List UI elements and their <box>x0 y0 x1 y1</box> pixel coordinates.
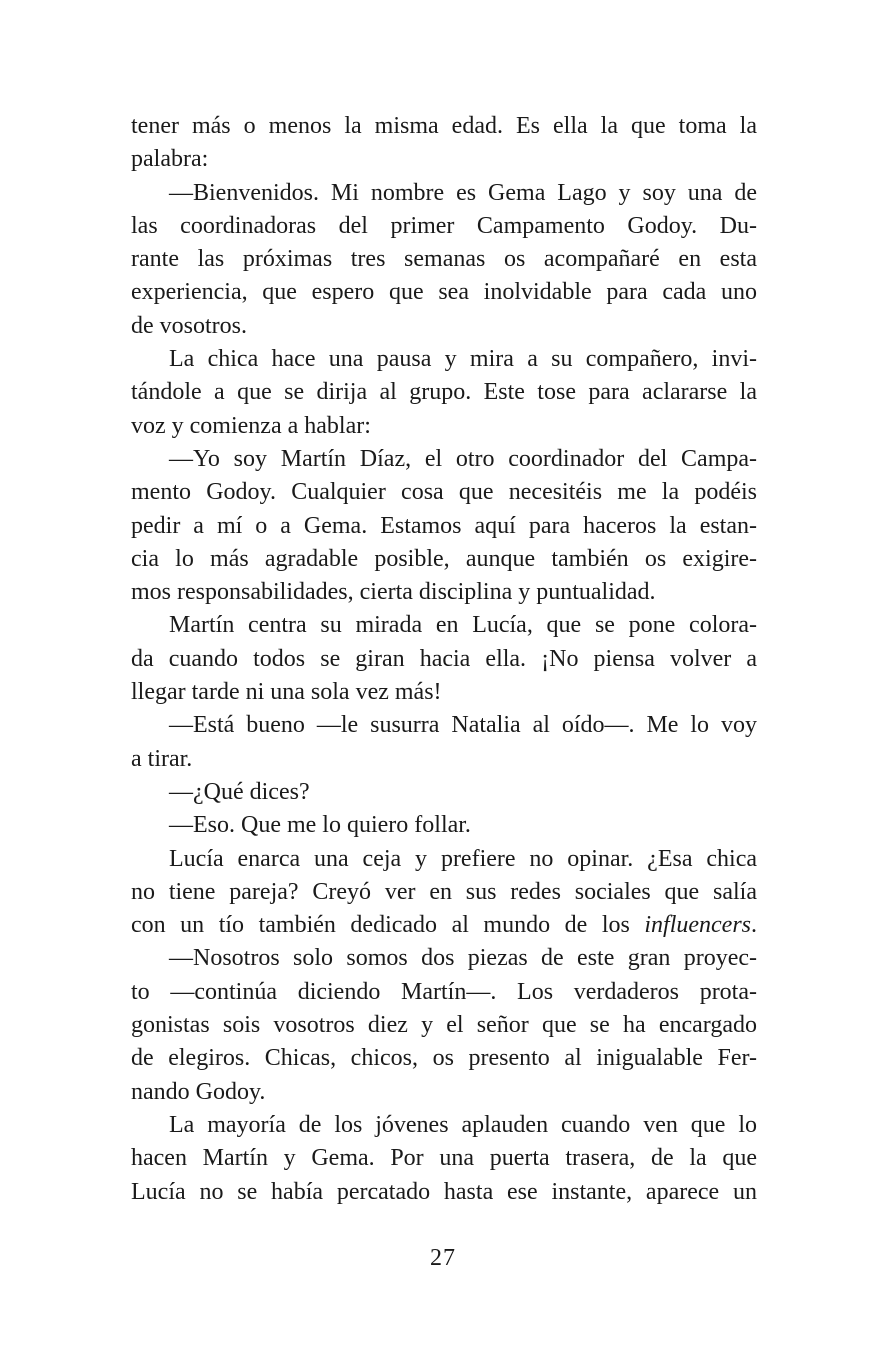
page-body <box>131 110 757 1209</box>
text-line-content: a tirar. <box>131 745 193 772</box>
text-line <box>131 676 757 709</box>
text-line <box>131 110 757 143</box>
text-line <box>131 576 757 609</box>
text-line-content: voz y comienza a hablar: <box>131 412 371 439</box>
text-line <box>131 1009 757 1042</box>
text-line <box>131 909 757 942</box>
body-text <box>131 110 757 1209</box>
text-line-content: hacen Martín y Gema. Por una puerta trasera, de la que <box>131 1145 757 1172</box>
text-line <box>131 976 757 1009</box>
text-line <box>131 376 757 409</box>
text-line-content: La chica hace una pausa y mira a su compañero, invi- <box>169 346 757 373</box>
text-line-content: tener más o menos la misma edad. Es ella la que toma la <box>131 113 757 139</box>
text-line <box>131 343 757 376</box>
text-line-content: to —continúa diciendo Martín—. Los verdaderos prota- <box>131 978 757 1005</box>
text-line-content: Lucía enarca una ceja y prefiere no opinar. ¿Esa chica <box>169 845 757 872</box>
text-line <box>131 210 757 243</box>
text-line-content: —Está bueno —le susurra Natalia al oído—. Me lo voy <box>169 712 757 739</box>
text-line-content: gonistas sois vosotros diez y el señor que se ha encargado <box>131 1012 757 1039</box>
text-line-content: rante las próximas tres semanas os acompañaré en esta <box>131 246 757 273</box>
text-line <box>131 510 757 543</box>
text-line <box>131 143 757 176</box>
text-line-content: las coordinadoras del primer Campamento Godoy. Du- <box>131 212 757 239</box>
text-line-content: de elegiros. Chicas, chicos, os presento al inigualable Fer- <box>131 1045 757 1072</box>
text-line-content: pedir a mí o a Gema. Estamos aquí para haceros la estan- <box>131 512 757 539</box>
text-line <box>131 310 757 343</box>
text-line-content: —Nosotros solo somos dos piezas de este gran proyec- <box>169 945 757 972</box>
text-line <box>131 809 757 842</box>
text-line-content: —Bienvenidos. Mi nombre es Gema Lago y soy una de <box>169 179 757 206</box>
text-line <box>131 543 757 576</box>
italic-word: influencers <box>644 912 751 939</box>
text-line-content: da cuando todos se giran hacia ella. ¡No piensa volver a <box>131 645 757 672</box>
text-line-content: mento Godoy. Cualquier cosa que necesitéis me la podéis <box>131 479 757 506</box>
text-line <box>131 743 757 776</box>
text-line-content: nando Godoy. <box>131 1078 266 1105</box>
text-line-content: con un tío también dedicado al mundo de los <box>131 912 645 939</box>
text-line-content: llegar tarde ni una sola vez más! <box>131 679 442 706</box>
text-line <box>131 1142 757 1175</box>
text-line-content: de vosotros. <box>131 312 247 339</box>
text-line <box>131 942 757 975</box>
text-line <box>131 1042 757 1075</box>
page-number: 27 <box>430 1245 456 1271</box>
text-line-content: Martín centra su mirada en Lucía, que se pone colora- <box>169 612 757 639</box>
text-line-content: —¿Qué dices? <box>169 778 310 805</box>
text-line-content: tándole a que se dirija al grupo. Este tose para aclararse la <box>131 379 757 406</box>
text-line <box>131 843 757 876</box>
text-line <box>131 443 757 476</box>
text-line <box>131 243 757 276</box>
text-line-content: experiencia, que espero que sea inolvidable para cada uno <box>131 279 757 306</box>
text-line-content: Lucía no se había percatado hasta ese instante, aparece un <box>131 1178 757 1205</box>
text-line-content: palabra: <box>131 146 209 173</box>
text-line <box>131 177 757 210</box>
text-line <box>131 276 757 309</box>
text-line <box>131 643 757 676</box>
text-line <box>131 776 757 809</box>
text-line-content: mos responsabilidades, cierta disciplina y puntualidad. <box>131 579 656 606</box>
text-line-content: cia lo más agradable posible, aunque también os exigire- <box>131 545 757 572</box>
text-line <box>131 876 757 909</box>
text-line <box>131 476 757 509</box>
text-line <box>131 410 757 443</box>
text-line-content: La mayoría de los jóvenes aplauden cuando ven que lo <box>169 1111 757 1138</box>
text-line-content: —Yo soy Martín Díaz, el otro coordinador del Campa- <box>169 445 757 472</box>
text-line-tail: . <box>751 912 757 939</box>
text-line-content: no tiene pareja? Creyó ver en sus redes sociales que salía <box>131 878 757 905</box>
text-line <box>131 1109 757 1142</box>
text-line <box>131 1176 757 1209</box>
text-line <box>131 1076 757 1109</box>
text-line <box>131 709 757 742</box>
text-line <box>131 609 757 642</box>
text-line-content: —Eso. Que me lo quiero follar. <box>169 812 471 839</box>
